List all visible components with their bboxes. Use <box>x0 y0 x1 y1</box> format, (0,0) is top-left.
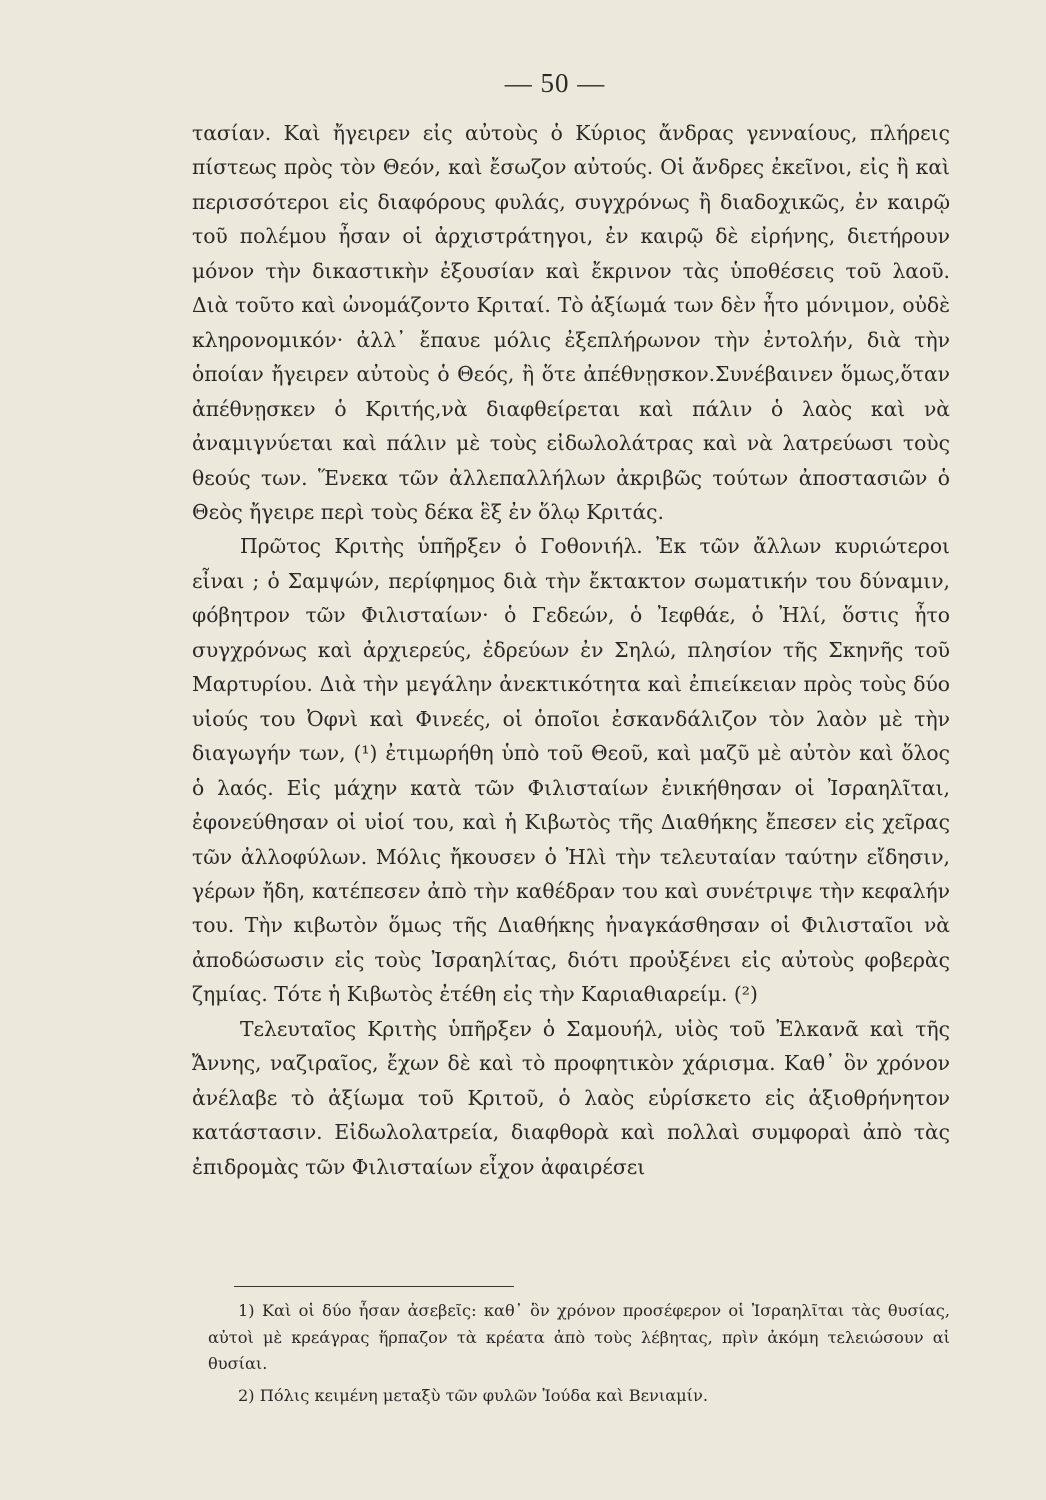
footnotes <box>208 1298 950 1409</box>
main-text <box>192 116 950 1184</box>
footnote-2: 2) Πόλις κειμένη μεταξὺ τῶν φυλῶν Ἰούδα καὶ Βενιαμίν. <box>238 1385 708 1405</box>
footnote-separator <box>234 1286 514 1287</box>
paragraph-3: Τελευταῖος Κριτὴς ὑπῆρξεν ὁ Σαμουήλ, υἱὸς τοῦ Ἐλκανᾶ καὶ τῆς Ἄννης, ναζιραῖος, ἔχων δὲ καὶ τὸ προφητικὸν χάρισμα. Καθ᾽ ὃν χρόνον ἀνέλαβε τὸ ἀξίωμα τοῦ Κριτοῦ, ὁ λαὸς εὑρίσκετο εἰς ἀξιοθρήνητον κατάστασιν. Εἰδωλολατρεία, διαφθορὰ καὶ πολλαὶ συμφοραὶ ἀπὸ τὰς ἐπιδρομὰς τῶν Φιλισταίων εἶχον ἀφαιρέσει <box>192 1016 950 1179</box>
paragraph-2: Πρῶτος Κριτὴς ὑπῆρξεν ὁ Γοθονιήλ. Ἐκ τῶν ἄλλων κυριώτεροι εἶναι ; ὁ Σαμψών, περίφημος διὰ τὴν ἔκτακτον σωματικήν του δύναμιν, φόβητρον τῶν Φιλισταίων· ὁ Γεδεών, ὁ Ἰεφθάε, ὁ Ἠλί, ὅστις ἦτο συγχρόνως καὶ ἀρχιερεύς, ἐδρεύων ἐν Σηλώ, πλησίον τῆς Σκηνῆς τοῦ Μαρτυρίου. Διὰ τὴν μεγάλην ἀνεκτικότητα καὶ ἐπιείκειαν πρὸς τοὺς δύο υἱούς του Ὀφνὶ καὶ Φινεές, οἱ ὁποῖοι ἐσκανδάλιζον τὸν λαὸν μὲ τὴν διαγωγήν των, (¹) ἐτιμωρήθη ὑπὸ τοῦ Θεοῦ, καὶ μαζῦ μὲ αὐτὸν καὶ ὅλος ὁ λαός. Εἰς μάχην κατὰ τῶν Φιλισταίων ἐνικήθησαν οἱ Ἰσραηλῖται, ἐφονεύθησαν οἱ υἱοί του, καὶ ἡ Κιβωτὸς τῆς Διαθήκης ἔπεσεν εἰς χεῖρας τῶν ἀλλοφύλων. Μόλις ἤκουσεν ὁ Ἠλὶ τὴν τελευταίαν ταύτην εἴδησιν, γέρων ἤδη, κατέπεσεν ἀπὸ τὴν καθέδραν του καὶ συνέτριψε τὴν κεφαλήν του. Τὴν κιβωτὸν ὅμως τῆς Διαθήκης ἠναγκάσθησαν οἱ Φιλισταῖοι νὰ ἀποδώσωσιν εἰς τοὺς Ἰσραηλίτας, διότι προὐξένει εἰς αὐτοὺς φοβερὰς ζημίας. Τότε ἡ Κιβωτὸς ἐτέθη εἰς τὴν Καριαθιαρείμ. (²) <box>192 534 950 1007</box>
paragraph-1: τασίαν. Καὶ ἤγειρεν εἰς αὐτοὺς ὁ Κύριος ἄνδρας γενναίους, πλήρεις πίστεως πρὸς τὸν Θεόν, καὶ ἔσωζον αὐτούς. Οἱ ἄνδρες ἐκεῖνοι, εἰς ἢ καὶ περισσότεροι εἰς διαφόρους φυλάς, συγχρόνως ἢ διαδοχικῶς, ἐν καιρῷ τοῦ πολέμου ἦσαν οἱ ἀρχιστράτηγοι, ἐν καιρῷ δὲ εἰρήνης, διετήρουν μόνον τὴν δικαστικὴν ἐξουσίαν καὶ ἔκρινον τὰς ὑποθέσεις τοῦ λαοῦ. Διὰ τοῦτο καὶ ὠνομάζοντο Κριταί. Τὸ ἀξίωμά των δὲν ἦτο μόνιμον, οὐδὲ κληρονομικόν· ἀλλ᾽ ἔπαυε μόλις ἐξεπλήρωνον τὴν ἐντολήν, διὰ τὴν ὁποίαν ἤγειρεν αὐτοὺς ὁ Θεός, ἢ ὅτε ἀπέθνῃσκον.Συνέβαινεν ὅμως,ὅταν ἀπέθνῃσκεν ὁ Κριτής,νὰ διαφθείρεται καὶ πάλιν ὁ λαὸς καὶ νὰ ἀναμιγνύεται καὶ πάλιν μὲ τοὺς εἰδωλολάτρας καὶ νὰ λατρεύωσι τοὺς θεούς των. Ἕνεκα τῶν ἀλλεπαλλήλων ἀκριβῶς τούτων ἀποστασιῶν ὁ Θεὸς ἤγειρε περὶ τοὺς δέκα ἓξ ἐν ὅλῳ Κριτάς. <box>192 121 950 524</box>
footnote-1: 1) Καὶ οἱ δύο ἦσαν ἀσεβεῖς: καθ᾽ ὃν χρόνον προσέφερον οἱ Ἰσραηλῖται τὰς θυσίας, αὐτοὶ μὲ κρεάγρας ἥρπαζον τὰ κρέατα ἀπὸ τοὺς λέβητας, πρὶν ἀκόμη τελειώσουν αἱ θυσίαι. <box>208 1301 950 1373</box>
page-number: — 50 — <box>504 68 606 98</box>
